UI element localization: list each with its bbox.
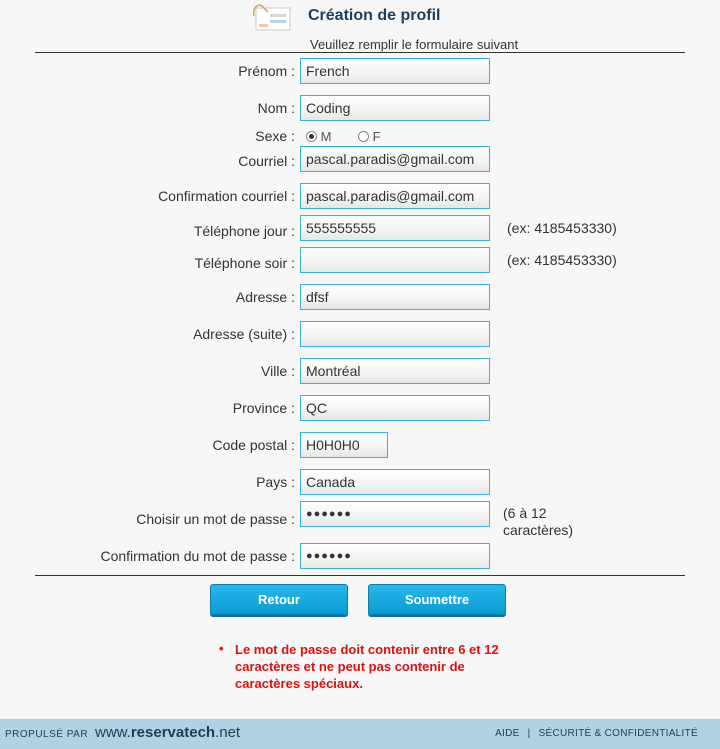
courriel-label: Courriel : <box>238 153 295 169</box>
sexe-option-f[interactable] <box>358 129 381 144</box>
nom-input[interactable]: Coding <box>300 95 490 121</box>
aide-link[interactable]: AIDE <box>495 728 520 739</box>
bottom-divider <box>35 575 685 576</box>
brand-prefix: www. <box>95 724 131 741</box>
top-divider <box>35 52 685 53</box>
ville-input[interactable]: Montréal <box>300 358 490 384</box>
securite-link[interactable]: SÉCURITÉ & CONFIDENTIALITÉ <box>538 728 698 739</box>
footer-separator: | <box>527 728 531 739</box>
adresse-suite-label: Adresse (suite) : <box>193 326 295 342</box>
error-message: Le mot de passe doit contenir entre 6 et 12 caractères et ne peut pas contenir de caractères spéciaux. <box>235 642 499 691</box>
page-title: Création de profil <box>308 7 441 24</box>
radio-f[interactable] <box>358 131 369 142</box>
sexe-option-m[interactable] <box>306 129 331 144</box>
code-postal-label: Code postal : <box>212 437 295 453</box>
pays-label: Pays : <box>256 474 295 490</box>
telephone-jour-hint: (ex: 4185453330) <box>507 220 617 236</box>
confirmation-mot-de-passe-input[interactable]: ●●●●●● <box>300 543 490 569</box>
ville-label: Ville : <box>261 363 295 379</box>
page-subtitle: Veuillez remplir le formulaire suivant <box>310 37 519 52</box>
courriel-input[interactable]: pascal.paradis@gmail.com <box>300 146 490 172</box>
reservatech-logo[interactable] <box>95 724 240 741</box>
nom-label: Nom : <box>257 100 295 116</box>
province-input[interactable]: QC <box>300 395 490 421</box>
confirmation-mot-de-passe-label: Confirmation du mot de passe : <box>100 548 295 564</box>
code-postal-input[interactable]: H0H0H0 <box>300 432 388 458</box>
confirmation-courriel-input[interactable]: pascal.paradis@gmail.com <box>300 183 490 209</box>
radio-f-label: F <box>372 129 381 144</box>
powered-by-label: PROPULSÉ PAR <box>5 729 89 740</box>
radio-m-label: M <box>320 129 332 144</box>
prenom-input[interactable]: French <box>300 58 490 84</box>
brand-name: reservatech <box>130 724 216 741</box>
footer-links <box>491 728 702 739</box>
brand-suffix: .net <box>215 724 241 741</box>
telephone-jour-input[interactable]: 555555555 <box>300 215 490 241</box>
telephone-soir-label: Téléphone soir : <box>194 255 295 271</box>
pays-input[interactable]: Canada <box>300 469 490 495</box>
mot-de-passe-hint-2: caractères) <box>503 522 574 538</box>
telephone-jour-label: Téléphone jour : <box>193 223 295 239</box>
retour-button[interactable]: Retour <box>210 584 348 615</box>
mot-de-passe-label: Choisir un mot de passe : <box>136 511 295 527</box>
mot-de-passe-hint-1: (6 à 12 <box>503 505 547 521</box>
telephone-soir-hint: (ex: 4185453330) <box>507 252 617 268</box>
confirmation-courriel-label: Confirmation courriel : <box>158 188 295 204</box>
adresse-input[interactable]: dfsf <box>300 284 490 310</box>
adresse-suite-input[interactable] <box>300 321 490 347</box>
sexe-label: Sexe : <box>255 128 295 144</box>
mot-de-passe-input[interactable]: ●●●●●● <box>300 501 490 527</box>
province-label: Province : <box>232 400 295 416</box>
adresse-label: Adresse : <box>235 289 295 305</box>
radio-m[interactable] <box>306 131 317 142</box>
profile-logo-icon <box>250 2 292 32</box>
soumettre-button[interactable]: Soumettre <box>368 584 506 615</box>
prenom-label: Prénom : <box>238 63 295 79</box>
footer <box>0 719 720 749</box>
telephone-soir-input[interactable] <box>300 247 490 273</box>
error-bullet-icon: • <box>219 641 224 656</box>
